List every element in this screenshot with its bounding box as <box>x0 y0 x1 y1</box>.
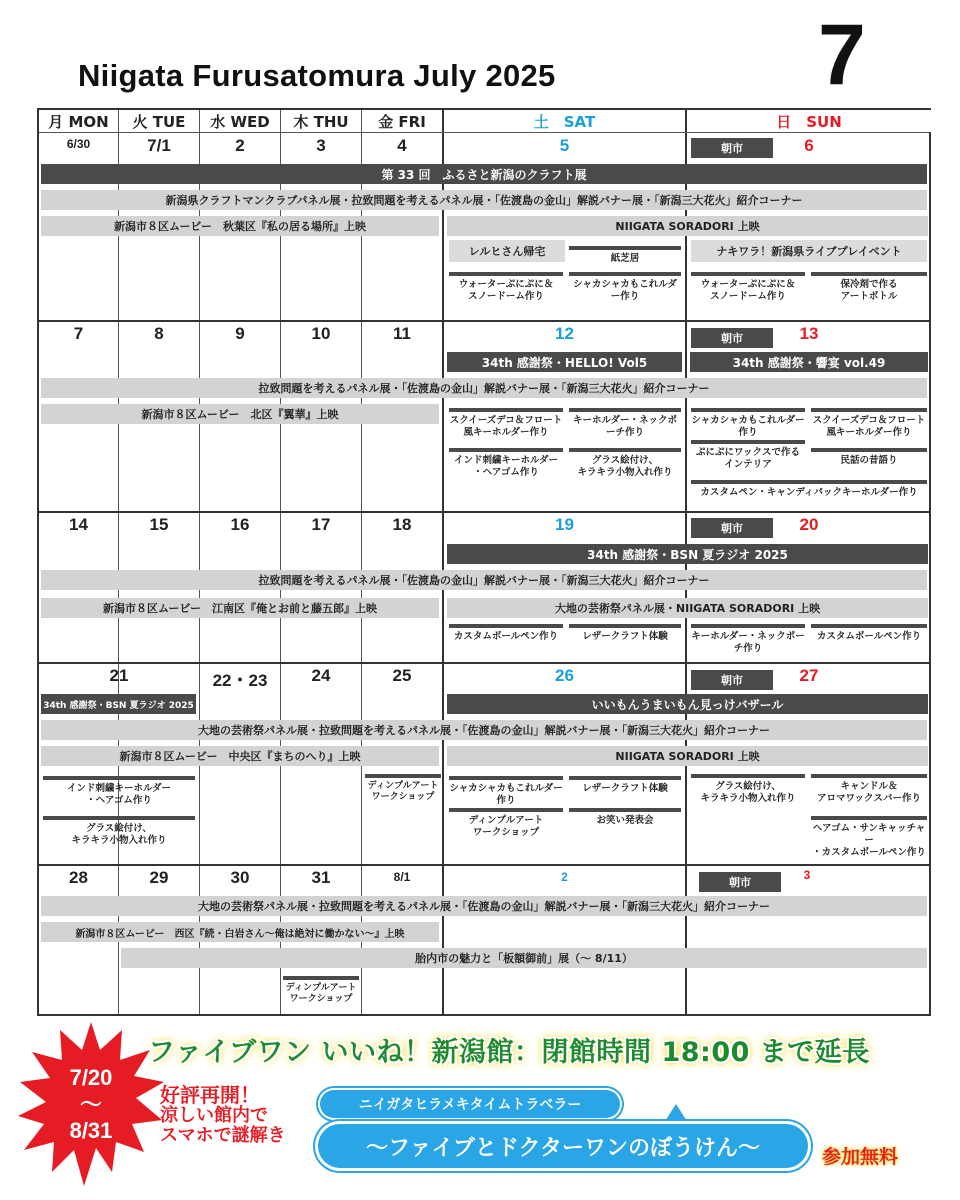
day-number: 5 <box>559 136 570 155</box>
event-item: スクイーズデコ＆フロート 風キーホルダー作り <box>811 408 927 444</box>
day-number: 16 <box>230 515 250 534</box>
exhibit-band: 大地の芸術祭パネル展・拉致問題を考えるパネル展・「佐渡島の金山」解説バナー展・「新潟三大花火」紹介コーナー <box>41 896 927 916</box>
free-label: 参加無料 <box>822 1146 899 1168</box>
event-band: 34th 感謝祭・響宴 vol.49 <box>690 352 928 372</box>
day-number: 17 <box>311 515 331 534</box>
page-title: Niigata Furusatomura July 2025 <box>78 58 556 93</box>
grid-line <box>39 864 929 866</box>
event-item: お笑い発表会 <box>569 808 681 832</box>
day-number: 7 <box>73 324 84 343</box>
period-end: 8/31 <box>69 1118 113 1144</box>
day-number: 14 <box>69 515 88 534</box>
event-item: キャンドル＆ アロマワックスバー作り <box>811 774 927 810</box>
game-title: ～ファイブとドクターワンのぼうけん～ <box>318 1124 808 1168</box>
grid-line <box>39 132 929 133</box>
game-subtitle: ニイガタヒラメキタイムトラベラー <box>320 1090 620 1118</box>
day-number: 19 <box>555 515 574 534</box>
asaichi-badge: 朝市 <box>691 518 773 538</box>
day-number: 3 <box>803 868 811 882</box>
day-number: 9 <box>235 324 245 343</box>
event-item: レザークラフト体験 <box>569 776 681 800</box>
event-item: キーホルダー・ネックポーチ作り <box>691 624 805 650</box>
period-separator: ～ <box>79 1091 102 1117</box>
event-item: ウォーターぷにぷに＆ スノードーム作り <box>449 272 563 312</box>
event-item: シャカシャカもこれルダー作り <box>569 272 681 312</box>
event-band: 34th 感謝祭・HELLO! Vol5 <box>447 352 682 372</box>
day-number: 31 <box>311 868 331 887</box>
weekend-band: NIIGATA SORADORI 上映 <box>447 216 928 236</box>
weekend-band: 大地の芸術祭パネル展・NIIGATA SORADORI 上映 <box>447 598 928 618</box>
grid-line <box>39 662 929 664</box>
event-item: ディンプルアート ワークショップ <box>449 808 563 844</box>
day-number: 20 <box>799 515 819 534</box>
sub-event: レルヒさん帰宅 <box>449 240 565 262</box>
asaichi-badge: 朝市 <box>699 872 781 892</box>
event-band: 第 33 回 ふるさと新潟のクラフト展 <box>41 164 927 184</box>
promo-subtext-line: スマホで謎解き <box>160 1124 286 1146</box>
weekday-header: 月 MON <box>39 110 118 132</box>
day-number: 26 <box>555 666 574 685</box>
day-number: 11 <box>393 324 411 343</box>
weekday-header: 木 THU <box>281 110 361 132</box>
weekday-header: 金 FRI <box>362 110 442 132</box>
day-number: 7/1 <box>147 136 171 155</box>
day-number: 13 <box>799 324 819 343</box>
exhibit-band: 胎内市の魅力と「板額御前」展（～ 8/11） <box>121 948 927 968</box>
weekend-band: NIIGATA SORADORI 上映 <box>447 746 928 766</box>
day-number: 8/1 <box>393 870 411 884</box>
event-item: ディンプルアート ワークショップ <box>283 976 359 1012</box>
day-number: 15 <box>149 515 169 534</box>
event-item: 民話の昔語り <box>811 448 927 472</box>
promo-headline: ファイブワン いいね！新潟館：閉館時間 18:00 まで延長 <box>148 1037 870 1068</box>
period-start: 7/20 <box>69 1065 113 1091</box>
event-band: 34th 感謝祭・BSN 夏ラジオ 2025 <box>41 694 196 714</box>
weekday-header: 水 WED <box>200 110 280 132</box>
day-number: 12 <box>555 324 574 343</box>
sub-event: ナキワラ！新潟県ライブプレイベント <box>691 240 927 262</box>
calendar-grid <box>37 108 931 1016</box>
asaichi-badge: 朝市 <box>691 328 773 348</box>
campaign-period <box>16 1020 166 1190</box>
exhibit-band: 拉致問題を考えるパネル展・「佐渡島の金山」解説バナー展・「新潟三大花火」紹介コーナー <box>41 378 927 398</box>
day-number: 8 <box>154 324 164 343</box>
day-number: 10 <box>311 324 331 343</box>
promo-subtext <box>160 1084 286 1146</box>
month-number: 7 <box>818 7 866 103</box>
weekday-header-saturday: 土 SAT <box>444 110 685 132</box>
day-number: 24 <box>311 666 331 685</box>
event-item: インド刺繍キーホルダー ・ヘアゴム作り <box>449 448 563 484</box>
weekday-header: 火 TUE <box>119 110 199 132</box>
day-number: 2 <box>561 870 568 884</box>
grid-line <box>39 511 929 513</box>
event-item: グラス絵付け、 キラキラ小物入れ作り <box>43 816 195 852</box>
exhibit-band: 新潟県クラフトマンクラブパネル展・拉致問題を考えるパネル展・「佐渡島の金山」解説バナー展・「新潟三大花火」紹介コーナー <box>41 190 927 210</box>
event-item: グラス絵付け、 キラキラ小物入れ作り <box>691 774 805 810</box>
event-item: インド刺繍キーホルダー ・ヘアゴム作り <box>43 776 195 812</box>
day-number: 22・23 <box>212 671 268 690</box>
day-number: 18 <box>392 515 412 534</box>
event-item: 紙芝居 <box>569 246 681 266</box>
event-item: ぷにぷにワックスで作る インテリア <box>691 440 805 476</box>
event-item: 保冷剤で作る アートボトル <box>811 272 927 312</box>
event-item: ウォーターぷにぷに＆ スノードーム作り <box>691 272 805 312</box>
day-number: 3 <box>316 136 326 155</box>
day-number: 27 <box>799 666 819 685</box>
movie-band: 新潟市８区ムービー 北区『翼華』上映 <box>41 404 439 424</box>
promo-subtext-line: 好評再開！ <box>160 1083 260 1107</box>
day-number: 21 <box>109 666 129 685</box>
event-band: 34th 感謝祭・BSN 夏ラジオ 2025 <box>447 544 928 564</box>
promo-subtext-line: 涼しい館内で <box>160 1105 268 1126</box>
movie-band: 新潟市８区ムービー 江南区『俺とお前と藤五郎』上映 <box>41 598 439 618</box>
movie-band: 新潟市８区ムービー 秋葉区『私の居る場所』上映 <box>41 216 439 236</box>
event-item: キーホルダー・ネックポーチ作り <box>569 408 681 444</box>
exhibit-band: 拉致問題を考えるパネル展・「佐渡島の金山」解説バナー展・「新潟三大花火」紹介コーナー <box>41 570 927 590</box>
event-item: カスタムボールペン作り <box>811 624 927 650</box>
day-number: 25 <box>392 666 412 685</box>
day-number: 29 <box>149 868 169 887</box>
event-item: シャカシャカもこれルダー作り <box>449 776 563 800</box>
day-number: 30 <box>230 868 250 887</box>
day-number: 2 <box>235 136 245 155</box>
event-item: シャカシャカもこれルダー作り <box>691 408 805 436</box>
event-item: スクイーズデコ＆フロート 風キーホルダー作り <box>449 408 563 444</box>
movie-band: 新潟市８区ムービー 西区『続・白岩さん～俺は絶対に働かない～』上映 <box>41 922 439 942</box>
day-number: 6/30 <box>66 137 91 151</box>
day-number: 4 <box>397 136 407 155</box>
event-band: いいもんうまいもん見っけバザール <box>447 694 928 714</box>
asaichi-badge: 朝市 <box>691 670 773 690</box>
speech-bubble-tail <box>662 1104 690 1126</box>
movie-band: 新潟市８区ムービー 中央区『まちのへり』上映 <box>41 746 439 766</box>
event-item: カスタムペン・キャンディパックキーホルダー作り <box>691 480 927 504</box>
event-item: グラス絵付け、 キラキラ小物入れ作り <box>569 448 681 484</box>
exhibit-band: 大地の芸術祭パネル展・拉致問題を考えるパネル展・「佐渡島の金山」解説バナー展・「新潟三大花火」紹介コーナー <box>41 720 927 740</box>
day-number: 6 <box>804 136 814 155</box>
asaichi-badge: 朝市 <box>691 138 773 158</box>
event-item: ヘアゴム・サンキャッチャー ・カスタムボールペン作り <box>811 816 927 852</box>
event-item: ディンプルアート ワークショップ <box>365 774 441 810</box>
event-item: レザークラフト体験 <box>569 624 681 650</box>
event-item: カスタムボールペン作り <box>449 624 563 650</box>
weekday-header-sunday: 日 SUN <box>687 110 931 132</box>
grid-line <box>39 320 929 322</box>
day-number: 28 <box>69 868 88 887</box>
